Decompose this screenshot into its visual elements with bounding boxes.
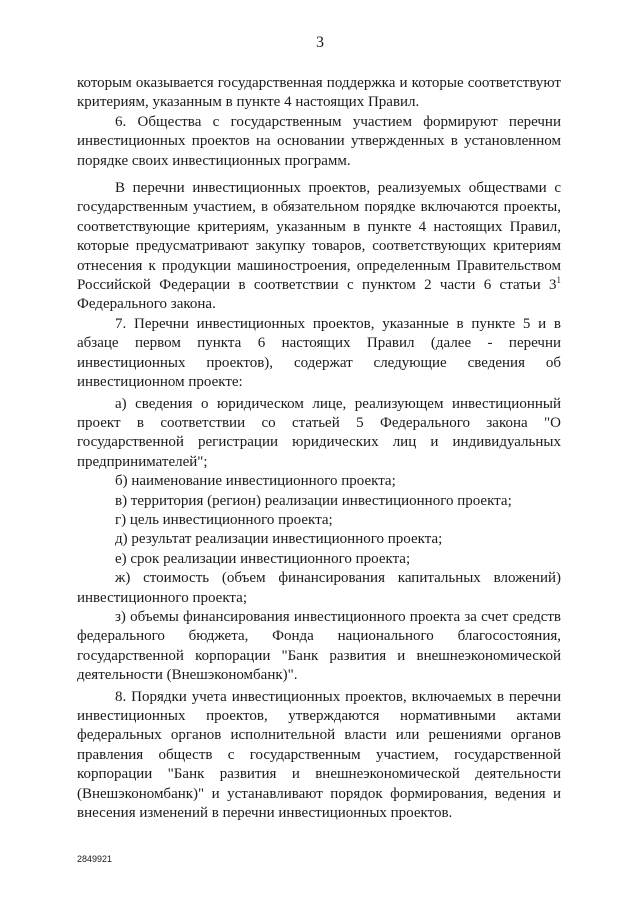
paragraph-8: 8. Порядки учета инвестиционных проектов, включаемых в перечни инвестиционных проектов, утверждаются нормативными актами федеральных органов исполнительной власти или решениями органов правления обществ с государственным участием, государственной корпорации "Банк развития и внешнеэкономической деятельности (Внешэкономбанк)" и устанавливают порядок формирования, ведения и внесения изменений в перечни инвестиционных проектов. xyxy=(77,688,561,822)
item-a: а) сведения о юридическом лице, реализующем инвестиционный проект в соответствии со статьей 5 Федерального закона "О государственной регистрации юридических лиц и индивидуальных предпринимателей"; xyxy=(77,395,561,470)
item-v: в) территория (регион) реализации инвестиционного проекта; xyxy=(115,492,512,509)
document-body xyxy=(77,74,561,823)
paragraph-7: 7. Перечни инвестиционных проектов, указанные в пункте 5 и в абзаце первом пункта 6 настоящих Правил (далее - перечни инвестиционных проектов), содержат следующие сведения об инвестиционном проекте: xyxy=(77,315,561,391)
paragraph-6-list-tail: Федерального закона. xyxy=(77,296,216,313)
paragraph-6-list xyxy=(77,179,561,315)
item-e: е) срок реализации инвестиционного проекта; xyxy=(115,550,411,567)
item-z: з) объемы финансирования инвестиционного проекта за счет средств федерального бюджета, Фонда национального благосостояния, государственной корпорации "Банк развития и внешнеэкономической деятельности (Внешэкономбанк)". xyxy=(77,608,561,684)
page-number: 3 xyxy=(316,34,324,51)
paragraph-6-list-text: В перечни инвестиционных проектов, реализуемых обществами с государственным участием, в обязательном порядке включаются проекты, соответствующие критериям, указанным в пункте 4 настоящих Правил, которые предусматривают закупку товаров, соответствующих критериям отнесения к продукции машиностроения, определенным Правительством Российской Федерации в соответствии с пунктом 2 части 6 статьи 3 xyxy=(77,180,561,294)
item-b: б) наименование инвестиционного проекта; xyxy=(115,473,396,490)
item-g: г) цель инвестиционного проекта; xyxy=(115,511,333,528)
item-d: д) результат реализации инвестиционного проекта; xyxy=(115,531,443,548)
document-id: 2849921 xyxy=(77,854,113,864)
item-zh: ж) стоимость (объем финансирования капитальных вложений) инвестиционного проекта; xyxy=(77,570,561,606)
paragraph-continuation: которым оказывается государственная поддержка и которые соответствуют критериям, указанным в пункте 4 настоящих Правил. xyxy=(77,75,561,111)
paragraph-6: 6. Общества с государственным участием формируют перечни инвестиционных проектов на основании утвержденных в установленном порядке своих инвестиционных программ. xyxy=(77,113,561,169)
superscript-footnote: 1 xyxy=(556,275,561,286)
